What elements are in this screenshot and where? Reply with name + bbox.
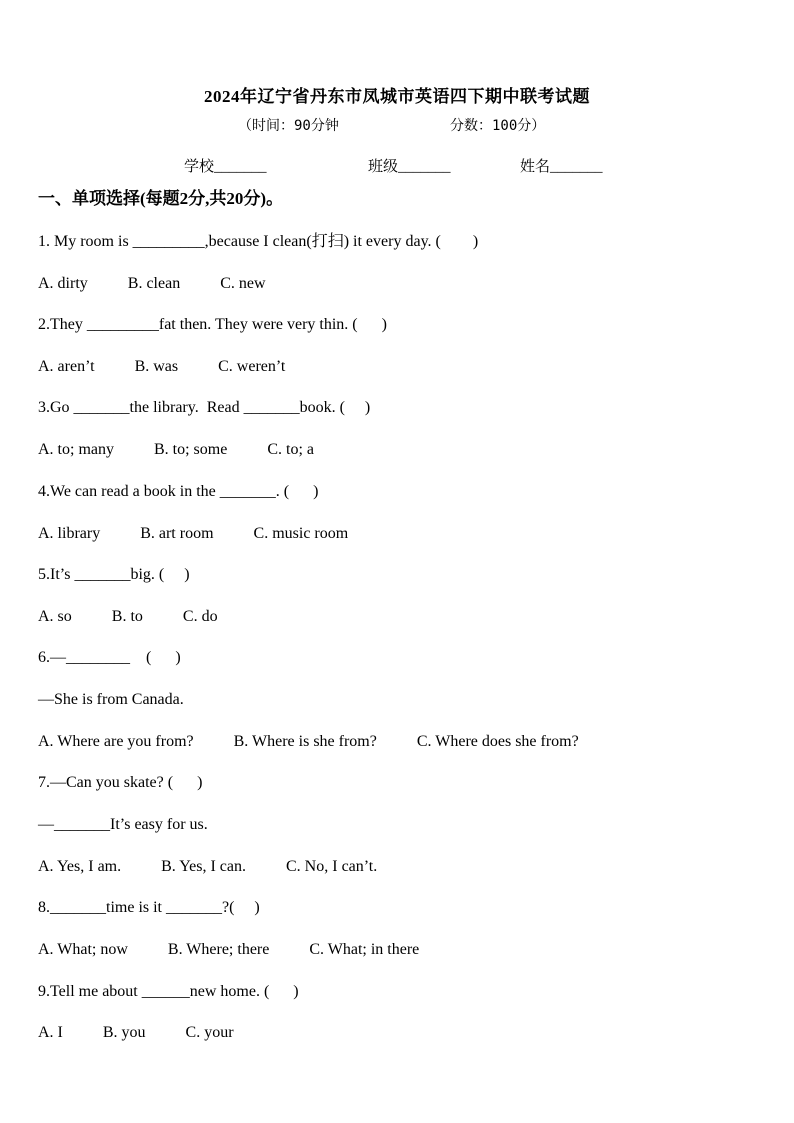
question-3-options: A. to; many B. to; some C. to; a xyxy=(38,441,314,458)
name-field: 姓名_______ xyxy=(520,159,603,175)
question-4-options: A. library B. art room C. music room xyxy=(38,525,349,542)
question-4: 4.We can read a book in the _______. ( ) xyxy=(38,483,319,500)
school-field: 学校_______ xyxy=(184,159,267,175)
exam-score: 分数：100分） xyxy=(450,118,546,134)
question-6-answer: —She is from Canada. xyxy=(38,691,184,708)
question-5: 5.It’s _______big. ( ) xyxy=(38,566,190,583)
question-1-options: A. dirty B. clean C. new xyxy=(38,275,266,292)
question-7: 7.—Can you skate? ( ) xyxy=(38,774,203,791)
page-title: 2024年辽宁省丹东市凤城市英语四下期中联考试题 xyxy=(204,87,590,106)
question-5-options: A. so B. to C. do xyxy=(38,608,218,625)
question-9: 9.Tell me about ______new home. ( ) xyxy=(38,983,299,1000)
exam-time: （时间：90分钟 xyxy=(238,118,339,134)
question-2-options: A. aren’t B. was C. weren’t xyxy=(38,358,286,375)
question-1: 1. My room is _________,because I clean(打扫) it every day. ( ) xyxy=(38,233,479,250)
question-8: 8._______time is it _______?( ) xyxy=(38,899,260,916)
question-6: 6.—________ ( ) xyxy=(38,649,181,666)
question-3: 3.Go _______the library. Read _______book. ( ) xyxy=(38,399,371,416)
question-7-options: A. Yes, I am. B. Yes, I can. C. No, I can’t. xyxy=(38,858,378,875)
question-8-options: A. What; now B. Where; there C. What; in there xyxy=(38,941,420,958)
question-9-options: A. I B. you C. your xyxy=(38,1024,234,1041)
question-2: 2.They _________fat then. They were very thin. ( ) xyxy=(38,316,387,333)
class-field: 班级_______ xyxy=(368,159,451,175)
question-7-answer: —_______It’s easy for us. xyxy=(38,816,208,833)
question-6-options: A. Where are you from? B. Where is she from? C. Where does she from? xyxy=(38,733,579,750)
section-heading: 一、单项选择(每题2分,共20分)。 xyxy=(38,189,284,208)
